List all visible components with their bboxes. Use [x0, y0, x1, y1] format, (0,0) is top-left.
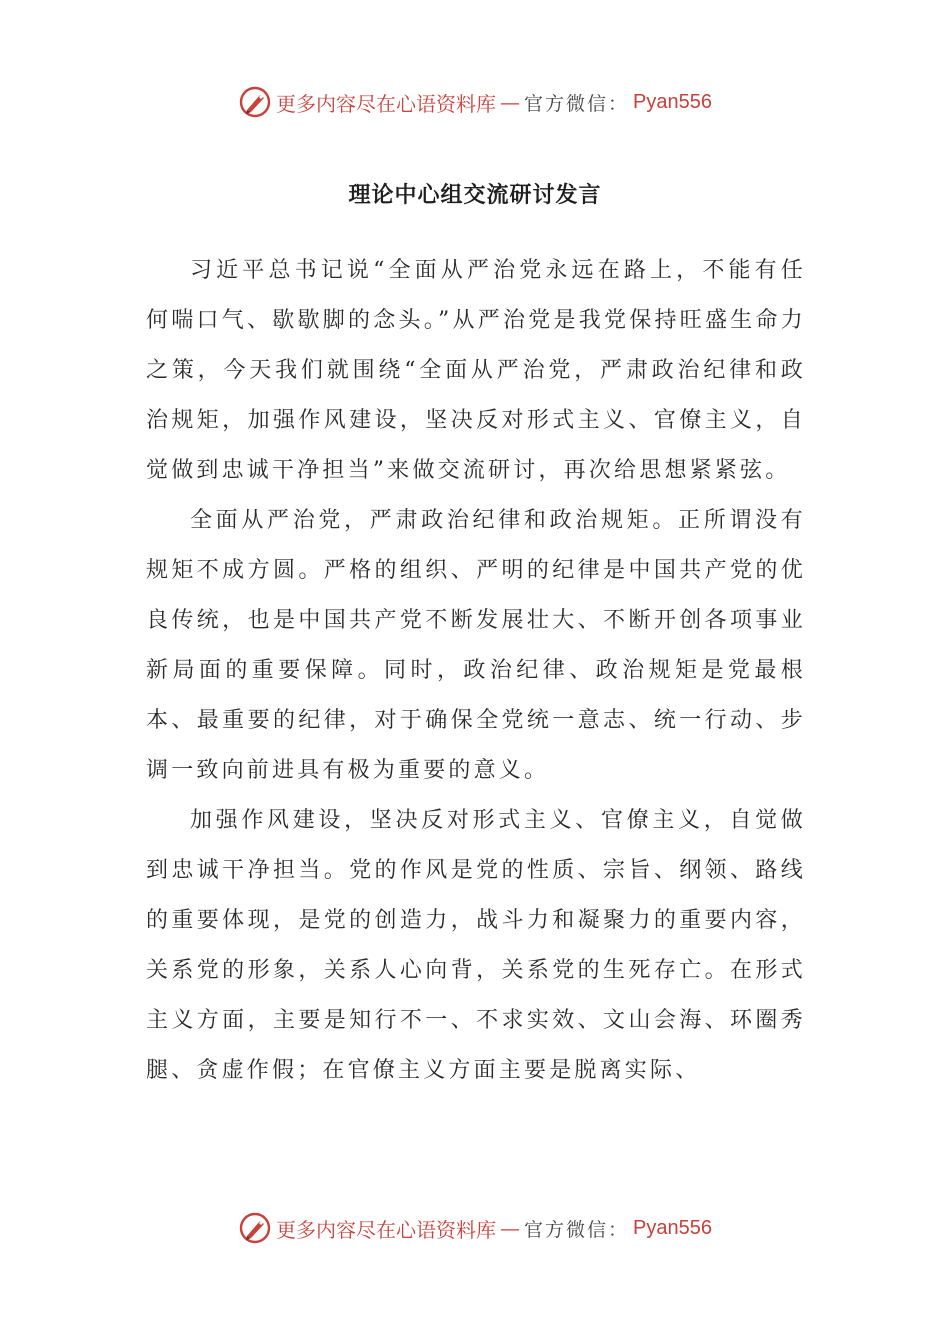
document-title: 理论中心组交流研讨发言	[348, 182, 602, 208]
wechat-label: 官方微信：	[524, 92, 630, 115]
brand-dash: —	[500, 1216, 520, 1240]
pen-nib-circle-icon	[238, 1211, 272, 1245]
wechat-label: 官方微信：	[524, 1218, 630, 1241]
pen-nib-circle-icon	[238, 85, 272, 119]
brand-text: 更多内容尽在心语资料库	[276, 91, 496, 116]
wechat-id: Pyan556	[633, 90, 712, 113]
document-body	[146, 246, 806, 1096]
paragraph-1: 习近平总书记说“全面从严治党永远在路上，不能有任何喘口气、歇歇脚的念头。”从严治党是我党保持旺盛生命力之策，今天我们就围绕“全面从严治党，严肃政治纪律和政治规矩，加强作风建设，坚决反对形式主义、官僚主义，自觉做到忠诚干净担当”来做交流研讨，再次给思想紧紧弦。	[146, 258, 806, 483]
footer-banner	[0, 1206, 950, 1250]
brand-dash: —	[500, 90, 520, 114]
wechat-id: Pyan556	[633, 1216, 712, 1239]
header-banner	[0, 80, 950, 124]
paragraph-2: 全面从严治党，严肃政治纪律和政治规矩。正所谓没有规矩不成方圆。严格的组织、严明的纪律是中国共产党的优良传统，也是中国共产党不断发展壮大、不断开创各项事业新局面的重要保障。同时，政治纪律、政治规矩是党最根本、最重要的纪律，对于确保全党统一意志、统一行动、步调一致向前进具有极为重要的意义。	[146, 508, 806, 783]
brand-text: 更多内容尽在心语资料库	[276, 1217, 496, 1242]
paragraph-3: 加强作风建设，坚决反对形式主义、官僚主义，自觉做到忠诚干净担当。党的作风是党的性质、宗旨、纲领、路线的重要体现，是党的创造力，战斗力和凝聚力的重要内容，关系党的形象，关系人心向背，关系党的生死存亡。在形式主义方面，主要是知行不一、不求实效、文山会海、环圈秀腿、贪虚作假；在官僚主义方面主要是脱离实际、	[146, 808, 806, 1083]
